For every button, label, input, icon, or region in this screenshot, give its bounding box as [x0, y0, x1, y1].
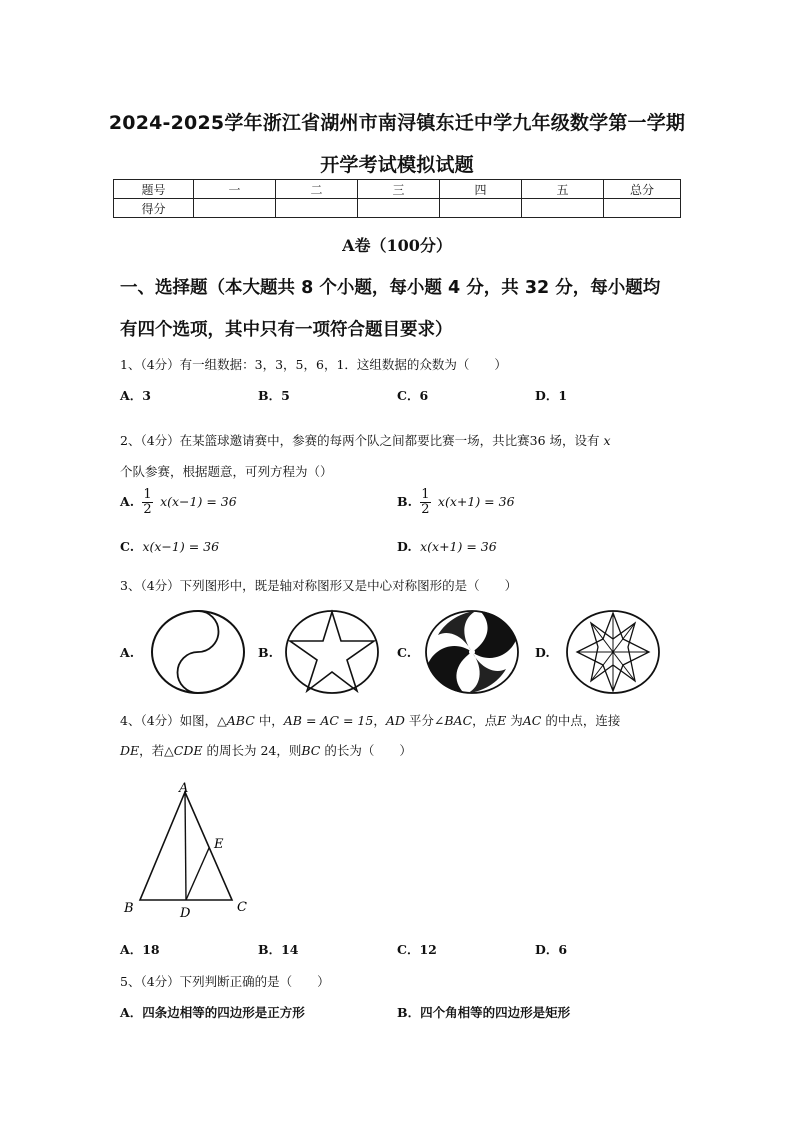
score-row-label: 得分: [114, 199, 194, 218]
paper-title-line1: 2024-2025学年浙江省湖州市南浔镇东迁中学九年级数学第一学期: [108, 112, 686, 134]
score-cell: [604, 199, 681, 218]
question-5-text: 5、（4分）下列判断正确的是（ ）: [120, 974, 330, 989]
q3-option-d-label: D.: [535, 645, 550, 660]
q5-option-a: A．四条边相等的四边形是正方形: [120, 1005, 305, 1020]
q2-option-c: [120, 539, 219, 554]
score-cell: [194, 199, 276, 218]
q1-option-a: A．3: [120, 388, 151, 403]
q4-text-part: 平分: [404, 713, 434, 728]
q1-option-c: C．6: [397, 388, 429, 403]
section1-heading-line2: 有四个选项，其中只有一项符合题目要求）: [120, 320, 453, 340]
question-1-text: 1、（4分）有一组数据：3，3，5，6，1．这组数据的众数为（ ）: [120, 357, 507, 372]
q2-option-a-fraction: [142, 488, 152, 517]
q3-option-b-label: B.: [258, 645, 273, 660]
fraction-denominator: 2: [143, 502, 152, 517]
fraction-denominator: 2: [421, 502, 430, 517]
q4-text-part: ，: [373, 713, 386, 728]
q4-math-triangle-cde: △CDE: [164, 743, 203, 758]
fraction-numerator: 1: [143, 487, 152, 502]
figure-label-c: C: [237, 900, 247, 915]
figure-label-a: A: [179, 781, 189, 796]
q2-option-c-expression: x(x−1) = 36: [142, 539, 220, 554]
score-cell: [440, 199, 522, 218]
q4-math-e: E: [497, 713, 507, 728]
question-4-line2: [120, 741, 412, 759]
q4-text-part: 的长为（ ）: [320, 743, 412, 758]
q4-option-d: D．6: [535, 942, 568, 957]
q2-option-a-expression: x(x−1) = 36: [160, 494, 237, 509]
q4-text-part: 4、（4分）如图，: [120, 713, 218, 728]
q4-text-part: ，点: [472, 713, 498, 728]
q2-option-b-label: B.: [397, 494, 412, 509]
q4-math-ad: AD: [385, 713, 405, 728]
figure-label-d: D: [180, 906, 191, 920]
q4-option-c: C．12: [397, 942, 437, 957]
q1-option-b: B．5: [258, 388, 290, 403]
q2-option-a-label: A.: [120, 494, 135, 509]
q4-math-triangle-abc: △ABC: [217, 713, 255, 728]
score-header-cell: 题号: [114, 180, 194, 199]
question-2-line1: [120, 431, 611, 449]
q4-text-part: 的周长为 24，则: [202, 743, 302, 758]
question-2-line2: 个队参赛，根据题意，可列方程为（）: [120, 464, 333, 479]
pinwheel-figure: [424, 609, 520, 695]
q4-text-part: 中，: [254, 713, 284, 728]
q2-variable: x: [603, 433, 611, 448]
q3-option-c-label: C.: [397, 645, 412, 660]
q4-option-a: A．18: [120, 942, 160, 957]
score-header-cell: 总分: [604, 180, 681, 199]
q4-text-part: 的中点，连接: [541, 713, 621, 728]
question-3-text: 3、（4分）下列图形中，既是轴对称图形又是中心对称图形的是（ ）: [120, 578, 518, 593]
triangle-abc-figure: [118, 778, 258, 920]
section-a-heading: A卷（100分）: [342, 236, 452, 255]
fraction-numerator: 1: [421, 487, 430, 502]
score-header-cell: 一: [194, 180, 276, 199]
q4-option-b: B．14: [258, 942, 299, 957]
score-header-cell: 二: [276, 180, 358, 199]
q4-math-de: DE: [120, 743, 140, 758]
figure-label-b: B: [124, 901, 134, 916]
q2-option-b: [397, 488, 515, 517]
q2-line1-text: 2、（4分）在某篮球邀请赛中，参赛的每两个队之间都要比赛一场，共比赛36 场，设有: [120, 433, 600, 448]
star-in-circle-figure: [284, 609, 380, 695]
q5-option-b: B．四个角相等的四边形是矩形: [397, 1005, 571, 1020]
paper-title-line2: 开学考试模拟试题: [320, 154, 474, 176]
q2-option-c-label: C.: [120, 539, 135, 554]
q1-option-d: D．1: [535, 388, 568, 403]
score-cell: [522, 199, 604, 218]
question-4-line1: [120, 711, 620, 729]
q3-option-a-label: A.: [120, 645, 135, 660]
q2-option-a: [120, 488, 237, 517]
q2-option-d-label: D.: [397, 539, 412, 554]
score-header-cell: 四: [440, 180, 522, 199]
q4-math-ac: AC: [522, 713, 542, 728]
hexagram-flower-figure: [565, 609, 661, 695]
q4-math-bc: BC: [301, 743, 321, 758]
score-table-header-row: [114, 180, 681, 199]
q4-math-angle: ∠BAC: [433, 713, 473, 728]
q4-math-equality: AB = AC = 15: [283, 713, 374, 728]
yin-yang-figure: [150, 609, 246, 695]
q2-option-d-expression: x(x+1) = 36: [420, 539, 497, 554]
q4-text-part: ，若: [139, 743, 165, 758]
score-header-cell: 五: [522, 180, 604, 199]
score-table-score-row: [114, 199, 681, 218]
q4-text-part: 为: [506, 713, 523, 728]
score-header-cell: 三: [358, 180, 440, 199]
q2-option-b-fraction: [420, 488, 430, 517]
figure-label-e: E: [214, 837, 224, 852]
score-table: [113, 179, 681, 218]
q2-option-d: [397, 539, 497, 554]
section1-heading-line1: 一、选择题（本大题共 8 个小题，每小题 4 分，共 32 分，每小题均: [120, 278, 661, 298]
score-cell: [358, 199, 440, 218]
q2-option-b-expression: x(x+1) = 36: [437, 494, 515, 509]
score-cell: [276, 199, 358, 218]
